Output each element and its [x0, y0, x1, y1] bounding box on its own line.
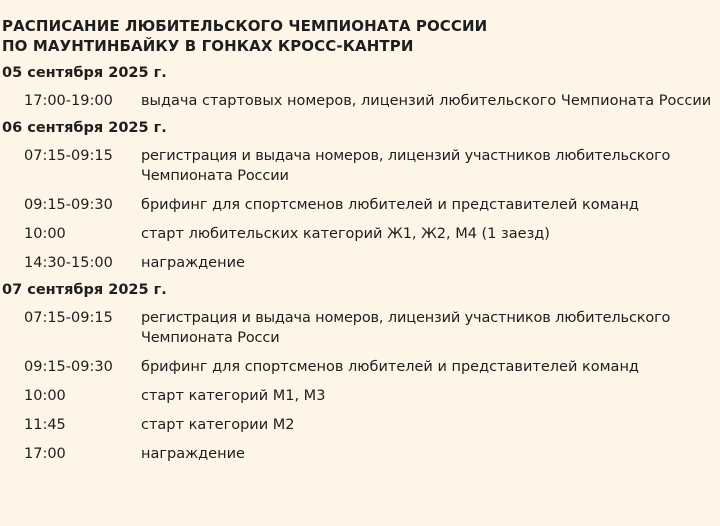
day-section	[0, 63, 720, 111]
event-description: награждение	[141, 446, 245, 462]
page-title	[2, 16, 720, 56]
event-description: старт категорий М1, М3	[141, 388, 326, 404]
event-row	[0, 91, 720, 111]
event-row	[0, 146, 720, 186]
event-time: 09:15-09:30	[24, 359, 113, 375]
title-line-2: ПО МАУНТИНБАЙКУ В ГОНКАХ КРОСС-КАНТРИ	[2, 37, 414, 55]
day-date: 07 сентября 2025 г.	[2, 282, 167, 298]
event-description: регистрация и выдача номеров, лицензий участников любительского Чемпионата России	[141, 148, 671, 184]
event-row	[0, 357, 720, 377]
event-row	[0, 253, 720, 273]
event-time: 10:00	[24, 226, 66, 242]
event-row	[0, 415, 720, 435]
event-description: награждение	[141, 255, 245, 271]
event-row	[0, 444, 720, 464]
day-date: 06 сентября 2025 г.	[2, 120, 167, 136]
event-time: 10:00	[24, 388, 66, 404]
event-list	[0, 146, 720, 273]
event-description: брифинг для спортсменов любителей и представителей команд	[141, 197, 639, 213]
day-date: 05 сентября 2025 г.	[2, 65, 167, 81]
event-time: 07:15-09:15	[24, 310, 113, 326]
event-list	[0, 308, 720, 464]
event-description: регистрация и выдача номеров, лицензий участников любительского Чемпионата Росси	[141, 310, 671, 346]
event-description: выдача стартовых номеров, лицензий любительского Чемпионата России	[141, 93, 712, 109]
event-time: 11:45	[24, 417, 66, 433]
event-time: 17:00	[24, 446, 66, 462]
day-section	[0, 118, 720, 273]
event-time: 07:15-09:15	[24, 148, 113, 164]
event-list	[0, 91, 720, 111]
event-time: 09:15-09:30	[24, 197, 113, 213]
event-row	[0, 224, 720, 244]
event-time: 17:00-19:00	[24, 93, 113, 109]
event-row	[0, 195, 720, 215]
day-section	[0, 280, 720, 464]
event-description: брифинг для спортсменов любителей и представителей команд	[141, 359, 639, 375]
event-time: 14:30-15:00	[24, 255, 113, 271]
event-row	[0, 308, 720, 348]
event-description: старт любительских категорий Ж1, Ж2, М4 (1 заезд)	[141, 226, 550, 242]
event-description: старт категории М2	[141, 417, 295, 433]
event-row	[0, 386, 720, 406]
title-line-1: РАСПИСАНИЕ ЛЮБИТЕЛЬСКОГО ЧЕМПИОНАТА РОССИИ	[2, 17, 488, 35]
